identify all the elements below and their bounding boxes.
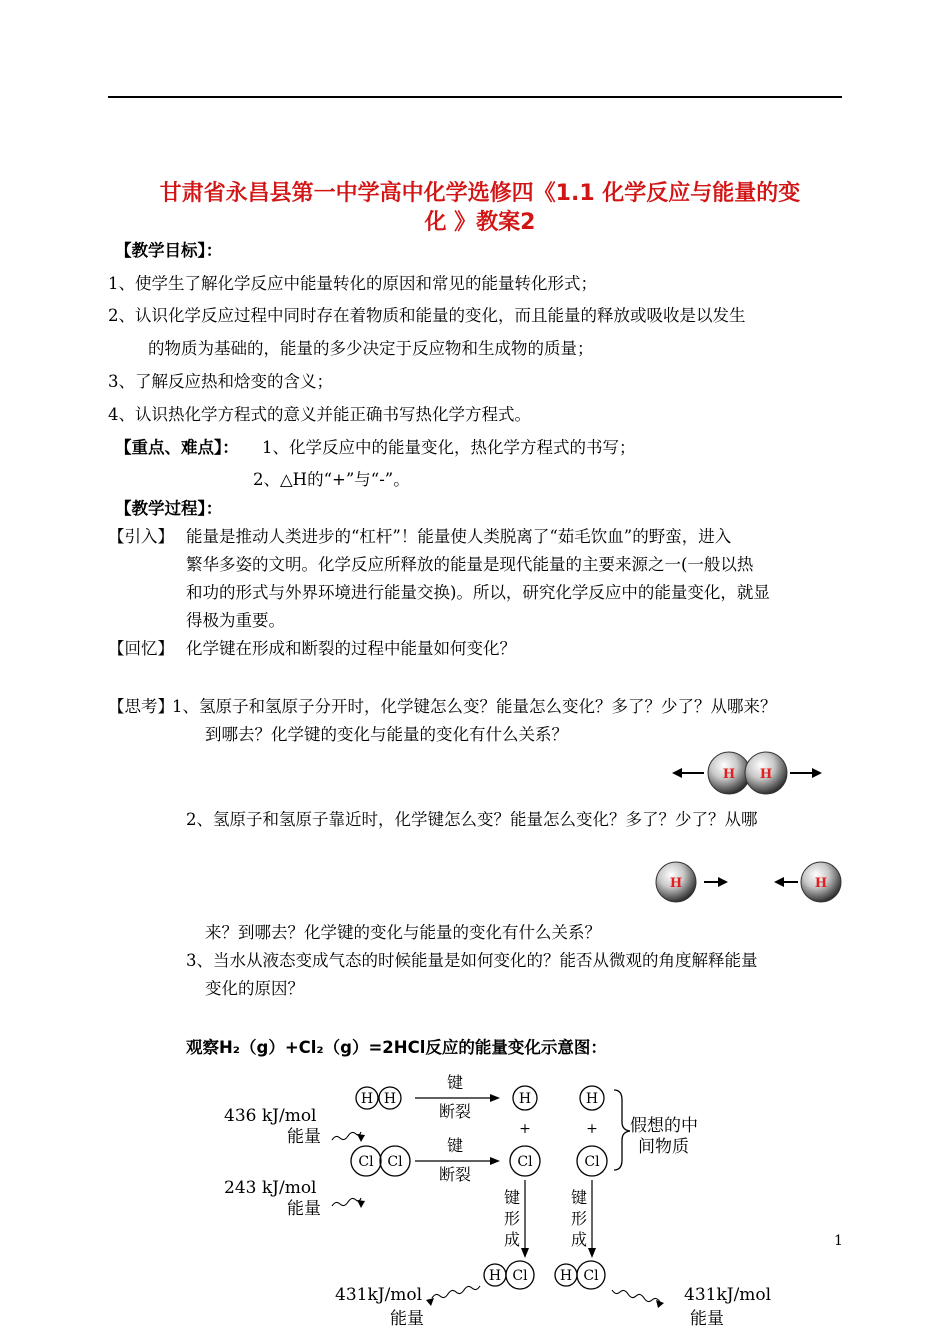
form-label: 键 (503, 1188, 521, 1207)
process-heading: 【教学过程】： (115, 499, 223, 518)
objective-item: 4、认识热化学方程式的意义并能正确书写热化学方程式。 (108, 405, 531, 424)
think-line: 2、氢原子和氢原子靠近时，化学键怎么变？能量怎么变化？多了？少了？从哪 (186, 810, 758, 829)
page-number: 1 (834, 1233, 843, 1249)
energy-value-cl2: 243 kJ/mol (224, 1178, 317, 1198)
energy-label: 能量 (287, 1199, 321, 1219)
plus-sign: + (586, 1121, 598, 1137)
objective-item: 3、了解反应热和焓变的含义； (108, 372, 333, 391)
atom-symbol: H (518, 1091, 532, 1107)
break-label-bottom: 断裂 (438, 1102, 472, 1121)
break-label-top: 键 (446, 1073, 464, 1092)
atom-symbol: Cl (583, 1268, 599, 1284)
form-label: 键 (570, 1188, 588, 1207)
energy-value-h2: 436 kJ/mol (224, 1106, 317, 1126)
break-label-top: 键 (446, 1136, 464, 1155)
plus-sign: + (519, 1121, 531, 1137)
document-title-line2: 化 》教案2 (424, 210, 536, 235)
right-arrowhead (812, 768, 822, 778)
energy-label: 能量 (287, 1127, 321, 1147)
energy-wavy-arrow (332, 1198, 361, 1206)
intro-line: 得极为重要。 (186, 611, 285, 630)
atom-symbol: Cl (358, 1154, 374, 1170)
atom-symbol: H (360, 1091, 374, 1107)
atom-symbol: Cl (512, 1268, 528, 1284)
atom-symbol: H (585, 1091, 599, 1107)
form-label: 形 (570, 1209, 588, 1228)
left-arrowhead (774, 877, 784, 887)
header-rule (108, 96, 842, 98)
keypoint-item: 1、化学反应中的能量变化，热化学方程式的书写； (262, 438, 636, 457)
atom-label: H (814, 876, 828, 891)
think-line: 来？到哪去？化学键的变化与能量的变化有什么关系？ (205, 923, 601, 942)
atom-symbol: Cl (584, 1154, 600, 1170)
diagram-caption: 观察H₂（g）+Cl₂（g）=2HCl反应的能量变化示意图： (186, 1038, 607, 1057)
hypothetical-label: 间物质 (638, 1137, 689, 1157)
objective-item: 2、认识化学反应过程中同时存在着物质和能量的变化，而且能量的释放或吸收是以发生 (108, 306, 746, 325)
hypothetical-brace (614, 1090, 630, 1170)
hypothetical-label: 假想的中 (630, 1116, 698, 1136)
energy-diagram (200, 1066, 820, 1342)
form-arrowhead (588, 1248, 596, 1258)
energy-value-hcl: 431kJ/mol (335, 1285, 423, 1305)
atom-symbol: Cl (517, 1154, 533, 1170)
recall-tag: 【回忆】 (108, 639, 174, 658)
atom-label: H (759, 767, 773, 782)
keypoint-item: 2、△H的“+”与“-”。 (253, 470, 410, 489)
break-arrowhead (490, 1157, 500, 1165)
left-arrowhead (672, 768, 682, 778)
atom-symbol: H (488, 1268, 502, 1284)
atom-symbol: H (383, 1091, 397, 1107)
right-arrowhead (718, 877, 728, 887)
form-label: 成 (503, 1230, 521, 1249)
energy-wavy-arrow (612, 1290, 660, 1302)
energy-label: 能量 (390, 1309, 424, 1329)
intro-line: 和功的形式与外界环境进行能量交换)。所以，研究化学反应中的能量变化，就显 (186, 583, 770, 602)
atom-symbol: H (559, 1268, 573, 1284)
objective-item: 的物质为基础的，能量的多少决定于反应物和生成物的质量； (148, 339, 594, 358)
intro-line: 繁华多姿的文明。化学反应所释放的能量是现代能量的主要来源之一(一般以热 (186, 555, 754, 574)
form-label: 成 (570, 1230, 588, 1249)
atom-label: H (722, 767, 736, 782)
think-line: 3、当水从液态变成气态的时候能量是如何变化的？能否从微观的角度解释能量 (186, 951, 758, 970)
intro-tag: 【引入】 (108, 527, 174, 546)
atom-label: H (669, 876, 683, 891)
form-label: 形 (503, 1209, 521, 1228)
think-line: 到哪去？化学键的变化与能量的变化有什么关系？ (205, 725, 568, 744)
energy-label: 能量 (690, 1309, 724, 1329)
objectives-heading: 【教学目标】： (115, 241, 223, 260)
recall-text: 化学键在形成和断裂的过程中能量如何变化？ (186, 639, 516, 658)
form-arrowhead (521, 1248, 529, 1258)
think-line: 变化的原因？ (205, 979, 304, 998)
document-title-line1: 甘肃省永昌县第一中学高中化学选修四《1.1 化学反应与能量的变 (159, 181, 801, 206)
keypoints-heading: 【重点、难点】： (115, 438, 239, 457)
break-label-bottom: 断裂 (438, 1165, 472, 1184)
energy-wavy-arrow (332, 1132, 361, 1140)
hh-separating-figure (660, 742, 860, 806)
energy-wavy-arrow (432, 1286, 480, 1298)
hh-approaching-figure (650, 856, 850, 912)
think-line: 1、氢原子和氢原子分开时，化学键怎么变？能量怎么变化？多了？少了？从哪来？ (172, 697, 777, 716)
break-arrowhead (490, 1094, 500, 1102)
think-tag: 【思考】 (108, 697, 174, 716)
objective-item: 1、使学生了解化学反应中能量转化的原因和常见的能量转化形式； (108, 274, 597, 293)
intro-line: 能量是推动人类进步的“杠杆”！能量使人类脱离了“茹毛饮血”的野蛮，进入 (186, 527, 732, 546)
energy-value-hcl: 431kJ/mol (684, 1285, 772, 1305)
atom-symbol: Cl (387, 1154, 403, 1170)
